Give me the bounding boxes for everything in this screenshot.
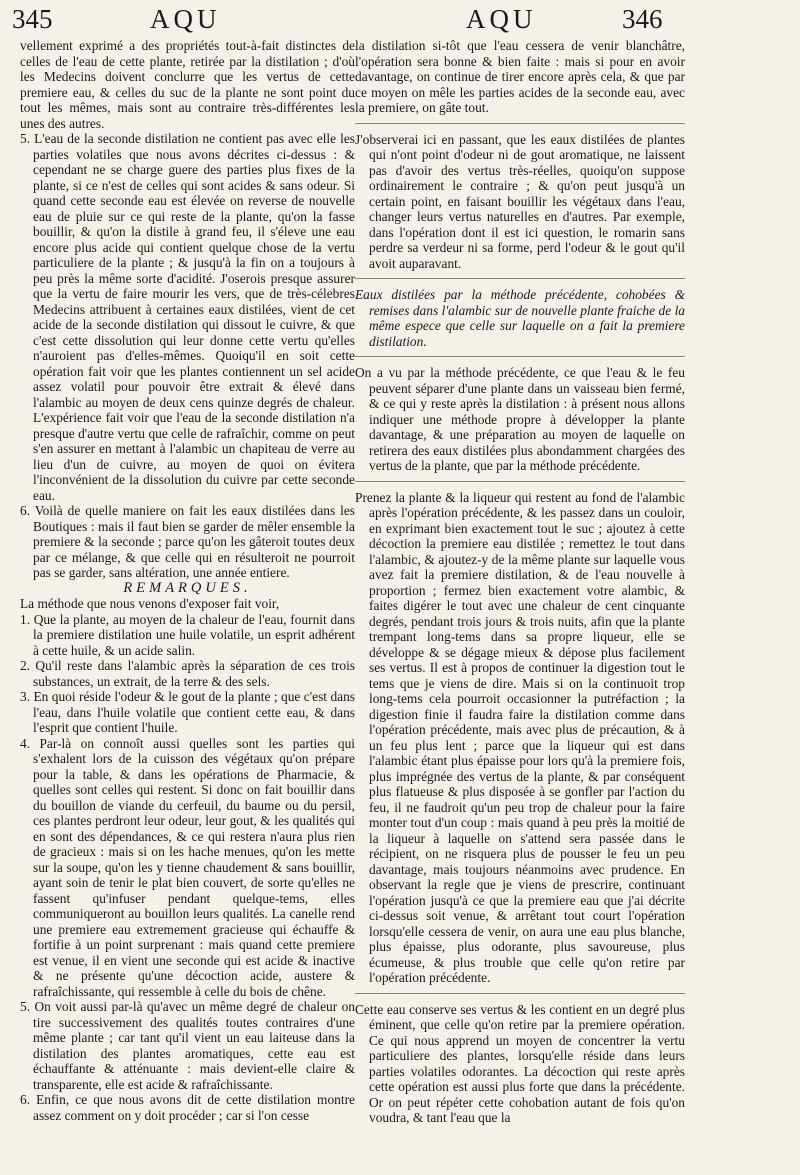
paragraph-method: On a vu par la méthode précédente, ce que l'eau & le feu peuvent séparer d'une plante dans un vaisseau bien fermé, & ce qui y reste après la distilation : à présent nous allons indiquer une méthode propre à développer la plante davantage, & une préparation au moyen de laquelle on retirera des eaux distilées plus abondamment chargées des vertus de la plante, que par la méthode précédente.	[355, 365, 685, 473]
headword-right: AQU	[466, 4, 537, 34]
paragraph-5: 5. L'eau de la seconde distilation ne contient pas avec elle les parties volatiles que nous avons décrites ci-dessus : & cependant ne se charge guere des parties plus fixes de la plante, si ce n'est de celles qui sont acides & sans odeur. Si quand cette seconde eau est élevée on reverse de nouvelle eau de pluie sur ce qui reste de la plante, qu'on la fasse bouillir, & qu'on la distile à grand feu, il s'éleve une eau encore plus acide qui contient quelque chose de la vertu particuliere de la plante ; & jusqu'à la fin on a toujours à peu près la même sorte d'acidité. J'oserois presque assurer que la vertu de faire mourir les vers, que de très-célebres Medecins attribuent à certaines eaux distilées, vient de cet acide de la seconde distilation qui dissout le cuivre, & que c'est cette dissolution qui leur donne cette vertu qu'elles n'auroient pas d'elles-mêmes. Quoiqu'il en soit cette opération fait voir que les plantes contiennent un sel acide assez volatil pour pouvoir être extrait & élevé dans l'alambic au moyen de deux cens quinze degrés de chaleur. L'expérience fait voir que l'eau de la seconde distilation n'a presque d'autre vertu que celle de rafraîchir, comme on peut s'en assurer en mettant à l'alambic un chapiteau de verre au lieu d'un de cuivre, au moyen de quoi on évitera l'inconvénient de la dissolution du cuivre par cette seconde eau.	[20, 131, 355, 503]
remark-5: 5. On voit aussi par-là qu'avec un même degré de chaleur on tire successivement des qualités toutes contraires d'une même plante ; car tant qu'il vient un eau laiteuse dans la distilation des plantes aromatiques, cette eau est échauffante & atténuante : mais devient-elle claire & transparente, elle est acide & rafraîchissante.	[20, 999, 355, 1092]
paragraph-prenez: Prenez la plante & la liqueur qui restent au fond de l'alambic après l'opération précédente, & les passez dans un couloir, en exprimant bien exactement tout le suc ; ajoutez à cette décoction la premiere eau distilée ; remettez le tout dans l'alambic, & ajoutez-y de la même plante sur laquelle vous avez fait la premiere distilation, & de l'eau nouvelle à proportion ; fermez bien exactement votre alambic, & faites digérer le tout avec une chaleur de cent cinquante degrés, pendant trois jours & trois nuits, afin que la plante trempant long-tems dans sa propre liqueur, elle se développe & se dégage mieux & dépose plus facilement ses vertus. Il est à propos de continuer la digestion tout le tems que je viens de dire. Mais si on la continuoit trop long-tems cela pourroit occasionner la putréfaction ; la digestion finie il faudra faire la distilation comme dans l'opération précédente, mais avec plus de précaution, & à un feu plus lent ; parce que la liqueur qui est dans l'alambic étant plus épaisse pour lors qu'à la premiere fois, plus imprégnée des vertus de la plante, & par conséquent plus flatueuse & plus disposée à se gonfler par l'action du feu, il ne faudroit qu'un peu trop de chaleur pour la faire monter tout d'un coup : mais quand à peu près la moitié de la liqueur à laquelle on s'attend sera passée dans le récipient, on ne risquera plus de pousser le feu un peu davantage, mais toujours néanmoins avec prudence. En observant la regle que je viens de prescrire, continuant l'opération jusqu'à ce que la premiere eau que j'ai décrite ci-dessus soit venue, & arrêtant tout court l'opération lorsqu'elle cessera de venir, on aura une eau plus blanche, plus épaisse, plus odorante, plus savoureuse, plus écumeuse, & plus trouble que celle qu'on retire par l'opération précédente.	[355, 489, 685, 985]
divider-rule	[355, 993, 685, 994]
remark-4: 4. Par-là on connoît aussi quelles sont les parties qui s'exhalent lors de la cuisson des végétaux qu'on prépare pour la table, & dans les opérations de Pharmacie, & quelles sont celles qui restent. Si donc on fait bouillir dans du bouillon de viande du cerfeuil, du baume ou du persil, ces plantes perdront leur odeur, leur gout, & les qualités qui en sont des dépendances, & ce qui restera n'aura plus rien de gracieux : mais si on les hache menues, qu'on les mette sur la soupe, qu'on les y tienne chaudement & sans bouillir, ayant soin de tenir le plat bien couvert, de sorte qu'elles ne fassent qu'infuser pendant quelque-tems, elles communiqueront au bouillon leurs qualités. La canelle rend une premiere eau extremement gracieuse qui échauffe & fortifie à un point surprenant : mais quand cette premiere est venue, il en vient une seconde qui est acide & inactive & ne présente qu'une décoction acide, austere & rafraîchissante, qui ressemble à celle du bois de chêne.	[20, 735, 355, 999]
remarques-intro: La méthode que nous venons d'exposer fait voir,	[20, 596, 280, 611]
right-column	[355, 38, 685, 1168]
remark-1: 1. Que la plante, au moyen de la chaleur de l'eau, fournit dans la premiere distilation une huile volatile, un esprit adhérent à cette huile, & un acide salin.	[20, 611, 355, 658]
page-header	[0, 0, 800, 38]
divider-rule	[355, 278, 685, 279]
paragraph-continuation: vellement exprimé a des propriétés tout-à-fait distinctes de celles de l'eau de cette plante, retirée par la distilation ; d'où les Medecins doivent conclurre que les vertus de cette premiere eau, & celles du suc de la plante ne sont point du tout les mêmes, mais sont au contraire très-différentes les unes des autres.	[20, 38, 355, 131]
headword-left: AQU	[150, 4, 221, 34]
paragraph-continuation-right: la distilation si-tôt que l'eau cessera de venir blanchâtre, l'opération sera bonne & bien faite : mais si pour en avoir davantage, on continue de tirer encore après cela, & que par ce moyen on mêle les parties acides de la seconde eau, avec la premiere, on gâte tout.	[355, 38, 685, 115]
remark-2: 2. Qu'il reste dans l'alambic après la séparation de ces trois substances, un extrait, de la terre & des sels.	[20, 658, 355, 689]
divider-rule	[355, 481, 685, 482]
divider-rule	[355, 123, 685, 124]
left-column	[20, 38, 355, 1168]
remark-6: 6. Enfin, ce que nous avons dit de cette distilation montre assez comment on y doit procéder ; car si l'on cesse	[20, 1092, 355, 1123]
paragraph-cette-eau: Cette eau conserve ses vertus & les contient en un degré plus éminent, que celle qu'on retire par la premiere opération. Ce qui nous apprend un moyen de concentrer la vertu particuliere des plantes, lorsqu'elle réside dans leurs parties volatiles odorantes. La décoction qui reste après cette opération est aussi plus forte que dans la précédente. Or on peut répéter cette cohobation autant de fois qu'on voudra, & tant l'eau que la	[355, 1001, 685, 1125]
page-number-left: 345	[12, 4, 53, 34]
paragraph-observation: J'observerai ici en passant, que les eaux distilées de plantes qui n'ont point d'odeur ni de gout aromatique, ne laissent pas d'avoir des vertus très-réelles, quoiqu'on suppose ordinairement le contraire ; & qu'on peut jusqu'à un certain point, en faisant bouillir les végétaux dans l'eau, changer leurs vertus naturelles en d'autres. Par exemple, dans l'opération dont il est ici question, le romarin sans perdre sa verdeur ni sa forme, perd l'odeur & le gout qu'il avoit auparavant.	[355, 131, 685, 271]
section-title: Eaux distilées par la méthode précédente, cohobées & remises dans l'alambic sur de nouvelle plante fraiche de la même espece que celle sur laquelle on a fait la premiere distilation.	[355, 287, 685, 349]
paragraph-6: 6. Voilà de quelle maniere on fait les eaux distilées dans les Boutiques : mais il faut bien se garder de mêler ensemble la premiere & la seconde ; parce qu'on les gâteroit toutes deux par ce mélange, & que celle qui en résulteroit ne pourroit pas se garder, sans altération, une année entiere.	[20, 503, 355, 580]
remark-3: 3. En quoi réside l'odeur & le gout de la plante ; que c'est dans l'eau, dans l'huile volatile que contient cette eau, & dans l'esprit que contient l'huile.	[20, 689, 355, 735]
remarques-heading: REMARQUES.	[123, 579, 252, 596]
divider-rule	[355, 356, 685, 357]
page-number-right: 346	[622, 4, 663, 34]
